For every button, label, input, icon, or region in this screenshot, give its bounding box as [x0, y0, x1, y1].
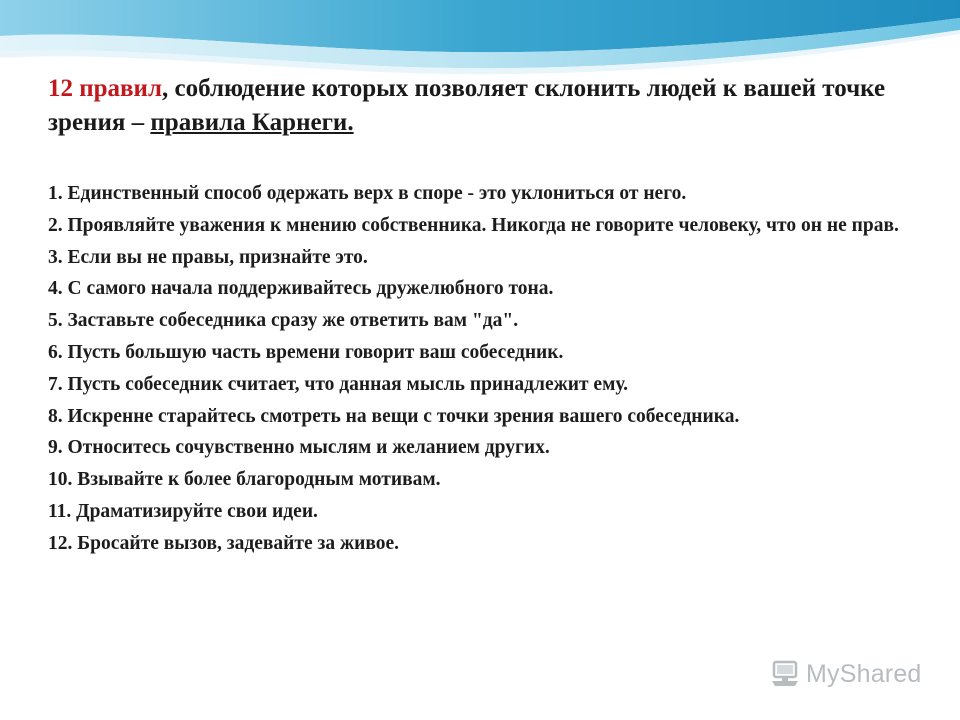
rule-item: 5. Заставьте собеседника сразу же ответить вам "да". — [48, 310, 519, 332]
slide-title — [48, 72, 928, 140]
header-wave-decoration — [0, 0, 960, 80]
rule-item: 3. Если вы не правы, признайте это. — [48, 246, 368, 268]
myshared-logo-icon — [768, 657, 802, 691]
rule-item: 1. Единственный способ одержать верх в споре - это уклониться от него. — [48, 183, 687, 204]
title-underlined: правила Карнеги. — [150, 109, 354, 136]
title-main: , соблюдение которых позволяет склонить людей к вашей точке зрения – — [48, 75, 886, 136]
rule-item: 8. Искренне старайтесь смотреть на вещи с точки зрения вашего собеседника. — [48, 405, 740, 427]
rules-list — [48, 178, 928, 560]
rule-item: 10. Взывайте к более благородным мотивам. — [48, 469, 441, 491]
rule-item: 12. Бросайте вызов, задевайте за живое. — [48, 532, 399, 554]
rule-item: 7. Пусть собеседник считает, что данная мысль принадлежит ему. — [48, 373, 629, 395]
watermark-text: MyShared — [806, 659, 922, 688]
rule-item: 6. Пусть большую часть времени говорит ваш собеседник. — [48, 341, 564, 363]
watermark — [768, 654, 928, 694]
title-accent: 12 правил — [48, 75, 162, 102]
rule-item: 4. С самого начала поддерживайтесь дружелюбного тона. — [48, 278, 554, 300]
rule-item: 9. Относитесь сочувственно мыслям и желанием других. — [48, 437, 550, 459]
rule-item: 2. Проявляйте уважения к мнению собственника. Никогда не говорите человеку, что он не прав. — [48, 214, 899, 236]
rule-item: 11. Драматизируйте свои идеи. — [48, 500, 318, 522]
